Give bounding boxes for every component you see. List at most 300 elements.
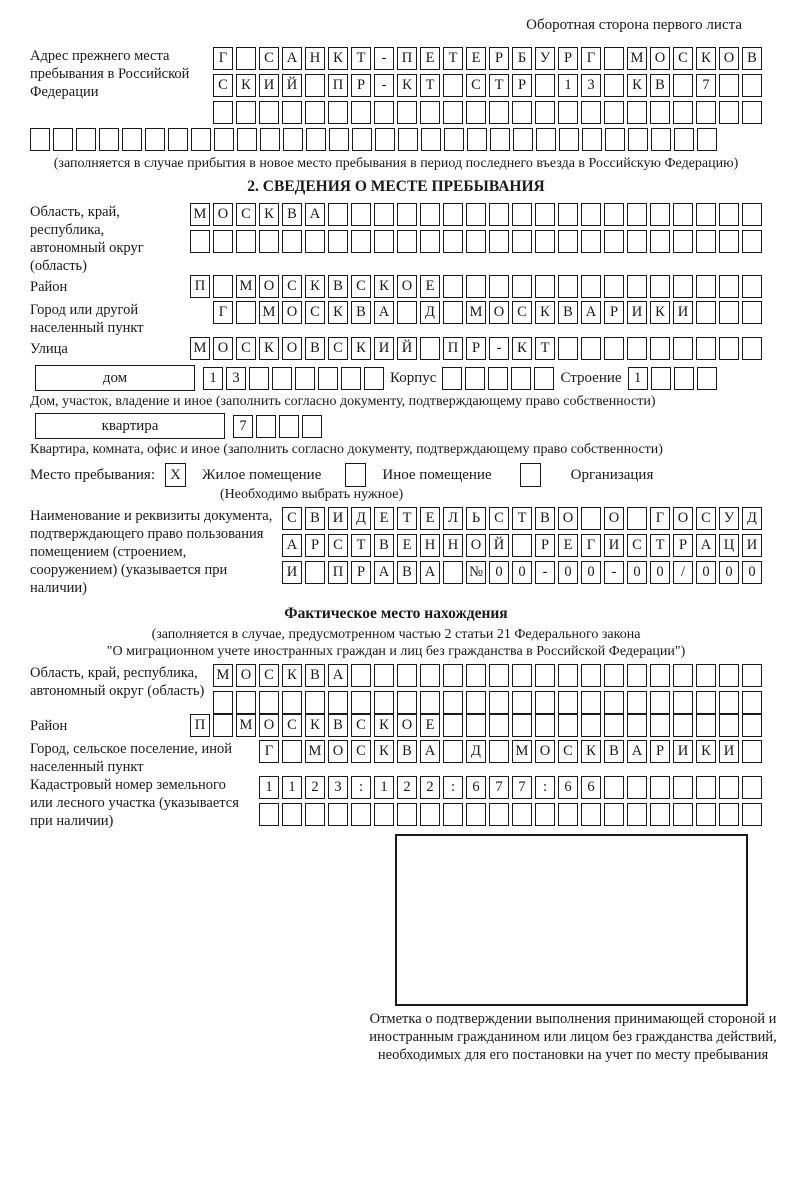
char-box[interactable] [420, 203, 440, 226]
char-box[interactable]: Н [305, 47, 325, 70]
char-box[interactable] [719, 664, 739, 687]
char-box[interactable]: С [558, 740, 578, 763]
char-box[interactable]: В [305, 664, 325, 687]
char-box[interactable]: П [443, 337, 463, 360]
char-box[interactable] [490, 128, 510, 151]
char-box[interactable] [696, 230, 716, 253]
char-box[interactable] [511, 367, 531, 390]
char-box[interactable]: 0 [719, 561, 739, 584]
char-box[interactable]: С [305, 301, 325, 324]
char-box[interactable]: А [627, 740, 647, 763]
char-box[interactable] [329, 128, 349, 151]
char-box[interactable]: М [627, 47, 647, 70]
char-box[interactable]: В [742, 47, 762, 70]
char-box[interactable]: А [374, 561, 394, 584]
char-box[interactable] [443, 714, 463, 737]
char-box[interactable]: В [397, 561, 417, 584]
char-box[interactable] [719, 714, 739, 737]
char-box[interactable]: Т [650, 534, 670, 557]
char-box[interactable]: Г [581, 534, 601, 557]
char-box[interactable] [558, 275, 578, 298]
char-box[interactable]: И [374, 337, 394, 360]
char-box[interactable] [190, 230, 210, 253]
char-box[interactable]: : [351, 776, 371, 799]
char-box[interactable]: И [742, 534, 762, 557]
char-box[interactable] [512, 664, 532, 687]
char-box[interactable] [558, 230, 578, 253]
char-box[interactable] [328, 230, 348, 253]
char-box[interactable] [375, 128, 395, 151]
char-box[interactable] [213, 275, 233, 298]
char-box[interactable]: 3 [226, 367, 246, 390]
char-box[interactable]: И [328, 507, 348, 530]
char-box[interactable] [604, 275, 624, 298]
char-box[interactable] [512, 534, 532, 557]
char-box[interactable] [627, 337, 647, 360]
char-box[interactable] [673, 74, 693, 97]
char-box[interactable]: 6 [558, 776, 578, 799]
char-box[interactable]: И [673, 740, 693, 763]
char-box[interactable]: К [305, 275, 325, 298]
char-box[interactable] [236, 47, 256, 70]
char-box[interactable] [627, 101, 647, 124]
char-box[interactable] [674, 128, 694, 151]
char-box[interactable] [674, 367, 694, 390]
char-box[interactable]: 6 [466, 776, 486, 799]
char-box[interactable] [719, 230, 739, 253]
char-box[interactable] [328, 101, 348, 124]
char-box[interactable]: 2 [397, 776, 417, 799]
char-box[interactable]: И [627, 301, 647, 324]
char-box[interactable]: В [305, 507, 325, 530]
char-box[interactable]: Т [512, 507, 532, 530]
char-box[interactable]: С [259, 664, 279, 687]
char-box[interactable]: Е [420, 714, 440, 737]
char-box[interactable]: М [236, 714, 256, 737]
char-box[interactable] [420, 664, 440, 687]
char-box[interactable] [236, 301, 256, 324]
char-box[interactable] [374, 230, 394, 253]
char-box[interactable]: С [282, 714, 302, 737]
char-box[interactable]: С [213, 74, 233, 97]
char-box[interactable] [466, 714, 486, 737]
char-box[interactable] [650, 275, 670, 298]
char-box[interactable]: К [696, 740, 716, 763]
char-box[interactable] [650, 203, 670, 226]
char-box[interactable] [581, 337, 601, 360]
char-box[interactable] [719, 74, 739, 97]
char-box[interactable] [534, 367, 554, 390]
char-box[interactable]: 1 [558, 74, 578, 97]
char-box[interactable]: Й [397, 337, 417, 360]
char-box[interactable]: К [259, 337, 279, 360]
char-box[interactable] [259, 230, 279, 253]
char-box[interactable]: Г [213, 47, 233, 70]
char-box[interactable] [535, 664, 555, 687]
char-box[interactable] [696, 664, 716, 687]
char-box[interactable] [581, 101, 601, 124]
char-box[interactable] [697, 367, 717, 390]
char-box[interactable]: 0 [650, 561, 670, 584]
char-box[interactable]: Г [650, 507, 670, 530]
char-box[interactable] [651, 128, 671, 151]
char-box[interactable] [465, 367, 485, 390]
char-box[interactable]: Т [397, 507, 417, 530]
char-box[interactable] [305, 561, 325, 584]
char-box[interactable] [259, 691, 279, 714]
char-box[interactable]: Д [742, 507, 762, 530]
char-box[interactable]: О [466, 534, 486, 557]
char-box[interactable] [742, 664, 762, 687]
char-box[interactable]: Р [466, 337, 486, 360]
char-box[interactable]: № [466, 561, 486, 584]
char-box[interactable] [512, 203, 532, 226]
char-box[interactable]: У [719, 507, 739, 530]
char-box[interactable] [650, 337, 670, 360]
char-box[interactable]: К [696, 47, 716, 70]
char-box[interactable] [696, 101, 716, 124]
char-box[interactable] [604, 74, 624, 97]
char-box[interactable]: Г [259, 740, 279, 763]
char-box[interactable]: 1 [628, 367, 648, 390]
char-box[interactable] [742, 275, 762, 298]
char-box[interactable] [627, 691, 647, 714]
char-box[interactable] [305, 74, 325, 97]
char-box[interactable] [650, 664, 670, 687]
char-box[interactable]: П [190, 714, 210, 737]
char-box[interactable] [627, 776, 647, 799]
char-box[interactable] [466, 691, 486, 714]
char-box[interactable]: П [328, 561, 348, 584]
char-box[interactable] [673, 337, 693, 360]
char-box[interactable] [443, 203, 463, 226]
char-box[interactable] [374, 803, 394, 826]
char-box[interactable]: Р [673, 534, 693, 557]
char-box[interactable]: К [351, 337, 371, 360]
char-box[interactable]: С [673, 47, 693, 70]
char-box[interactable]: О [213, 337, 233, 360]
char-box[interactable] [351, 664, 371, 687]
char-box[interactable] [719, 275, 739, 298]
char-box[interactable] [420, 101, 440, 124]
char-box[interactable] [282, 691, 302, 714]
char-box[interactable]: С [328, 337, 348, 360]
char-box[interactable] [558, 714, 578, 737]
char-box[interactable]: А [282, 47, 302, 70]
char-box[interactable] [397, 230, 417, 253]
char-box[interactable]: 1 [203, 367, 223, 390]
char-box[interactable]: Н [443, 534, 463, 557]
char-box[interactable] [696, 275, 716, 298]
char-box[interactable] [650, 714, 670, 737]
char-box[interactable] [306, 128, 326, 151]
char-box[interactable]: К [305, 714, 325, 737]
char-box[interactable] [443, 691, 463, 714]
char-box[interactable]: 0 [696, 561, 716, 584]
char-box[interactable] [122, 128, 142, 151]
char-box[interactable] [352, 128, 372, 151]
char-box[interactable]: 0 [742, 561, 762, 584]
char-box[interactable]: Д [351, 507, 371, 530]
char-box[interactable]: М [213, 664, 233, 687]
char-box[interactable]: М [190, 337, 210, 360]
char-box[interactable] [535, 203, 555, 226]
char-box[interactable]: В [351, 301, 371, 324]
char-box[interactable]: В [650, 74, 670, 97]
char-box[interactable] [328, 803, 348, 826]
char-box[interactable] [581, 714, 601, 737]
char-box[interactable]: О [213, 203, 233, 226]
char-box[interactable]: : [535, 776, 555, 799]
char-box[interactable] [719, 301, 739, 324]
char-box[interactable]: О [397, 714, 417, 737]
char-box[interactable] [512, 714, 532, 737]
char-box[interactable]: К [236, 74, 256, 97]
char-box[interactable] [581, 664, 601, 687]
char-box[interactable]: Р [535, 534, 555, 557]
char-box[interactable]: Н [420, 534, 440, 557]
char-box[interactable]: К [627, 74, 647, 97]
char-box[interactable] [374, 203, 394, 226]
char-box[interactable] [604, 47, 624, 70]
char-box[interactable] [581, 691, 601, 714]
char-box[interactable] [489, 664, 509, 687]
char-box[interactable]: Е [558, 534, 578, 557]
char-box[interactable] [627, 714, 647, 737]
char-box[interactable]: - [535, 561, 555, 584]
char-box[interactable]: О [259, 714, 279, 737]
char-box[interactable] [627, 275, 647, 298]
char-box[interactable]: 7 [696, 74, 716, 97]
char-box[interactable]: О [236, 664, 256, 687]
char-box[interactable] [351, 691, 371, 714]
char-box[interactable] [742, 74, 762, 97]
char-box[interactable]: О [282, 337, 302, 360]
char-box[interactable] [191, 128, 211, 151]
char-box[interactable] [466, 101, 486, 124]
char-box[interactable]: А [374, 301, 394, 324]
char-box[interactable] [513, 128, 533, 151]
char-box[interactable]: Р [489, 47, 509, 70]
char-box[interactable] [466, 203, 486, 226]
char-box[interactable]: О [650, 47, 670, 70]
char-box[interactable] [604, 664, 624, 687]
char-box[interactable] [279, 415, 299, 438]
char-box[interactable]: А [328, 664, 348, 687]
char-box[interactable] [673, 664, 693, 687]
char-box[interactable] [512, 803, 532, 826]
char-box[interactable] [558, 803, 578, 826]
char-box[interactable]: Б [512, 47, 532, 70]
char-box[interactable] [443, 230, 463, 253]
char-box[interactable] [397, 664, 417, 687]
char-box[interactable]: А [420, 561, 440, 584]
char-box[interactable] [168, 128, 188, 151]
char-box[interactable] [259, 803, 279, 826]
char-box[interactable] [420, 803, 440, 826]
char-box[interactable]: Й [282, 74, 302, 97]
char-box[interactable]: Т [420, 74, 440, 97]
char-box[interactable]: Т [443, 47, 463, 70]
char-box[interactable]: 2 [305, 776, 325, 799]
char-box[interactable] [489, 101, 509, 124]
char-box[interactable]: В [604, 740, 624, 763]
char-box[interactable] [742, 803, 762, 826]
char-box[interactable]: Ь [466, 507, 486, 530]
char-box[interactable]: С [696, 507, 716, 530]
char-box[interactable] [443, 275, 463, 298]
char-box[interactable]: Р [351, 561, 371, 584]
char-box[interactable]: Е [374, 507, 394, 530]
char-box[interactable] [696, 301, 716, 324]
char-box[interactable] [536, 128, 556, 151]
char-box[interactable] [213, 101, 233, 124]
char-box[interactable] [283, 128, 303, 151]
char-box[interactable] [397, 203, 417, 226]
char-box[interactable] [213, 714, 233, 737]
char-box[interactable] [696, 691, 716, 714]
char-box[interactable] [442, 367, 462, 390]
char-box[interactable] [673, 203, 693, 226]
char-box[interactable] [443, 101, 463, 124]
char-box[interactable]: Е [420, 507, 440, 530]
char-box[interactable]: С [351, 275, 371, 298]
checkbox-other-premises[interactable] [345, 463, 366, 487]
char-box[interactable]: С [489, 507, 509, 530]
char-box[interactable] [305, 230, 325, 253]
char-box[interactable]: К [328, 47, 348, 70]
char-box[interactable] [489, 203, 509, 226]
char-box[interactable]: 0 [558, 561, 578, 584]
char-box[interactable]: Е [397, 534, 417, 557]
char-box[interactable] [351, 230, 371, 253]
char-box[interactable]: И [282, 561, 302, 584]
char-box[interactable]: Е [466, 47, 486, 70]
char-box[interactable]: С [351, 740, 371, 763]
char-box[interactable] [236, 691, 256, 714]
char-box[interactable]: 1 [374, 776, 394, 799]
char-box[interactable]: Р [512, 74, 532, 97]
char-box[interactable] [489, 275, 509, 298]
char-box[interactable]: К [374, 275, 394, 298]
char-box[interactable] [719, 776, 739, 799]
char-box[interactable]: 3 [328, 776, 348, 799]
char-box[interactable] [259, 101, 279, 124]
char-box[interactable]: Д [420, 301, 440, 324]
char-box[interactable] [249, 367, 269, 390]
char-box[interactable] [605, 128, 625, 151]
char-box[interactable] [466, 230, 486, 253]
char-box[interactable] [696, 776, 716, 799]
char-box[interactable] [489, 803, 509, 826]
char-box[interactable]: М [236, 275, 256, 298]
char-box[interactable] [582, 128, 602, 151]
char-box[interactable]: В [328, 714, 348, 737]
char-box[interactable] [374, 664, 394, 687]
char-box[interactable] [512, 691, 532, 714]
char-box[interactable]: К [397, 74, 417, 97]
char-box[interactable] [443, 664, 463, 687]
char-box[interactable] [397, 101, 417, 124]
char-box[interactable]: М [305, 740, 325, 763]
char-box[interactable] [650, 776, 670, 799]
char-box[interactable] [489, 740, 509, 763]
char-box[interactable] [214, 128, 234, 151]
char-box[interactable]: Р [351, 74, 371, 97]
char-box[interactable] [30, 128, 50, 151]
char-box[interactable] [489, 230, 509, 253]
char-box[interactable] [581, 275, 601, 298]
char-box[interactable]: К [650, 301, 670, 324]
char-box[interactable] [397, 301, 417, 324]
char-box[interactable]: 7 [489, 776, 509, 799]
char-box[interactable]: С [466, 74, 486, 97]
char-box[interactable]: К [282, 664, 302, 687]
char-box[interactable] [351, 203, 371, 226]
char-box[interactable]: 1 [282, 776, 302, 799]
char-box[interactable]: О [259, 275, 279, 298]
char-box[interactable] [305, 691, 325, 714]
char-box[interactable] [650, 803, 670, 826]
char-box[interactable]: А [282, 534, 302, 557]
char-box[interactable]: И [673, 301, 693, 324]
char-box[interactable] [719, 337, 739, 360]
char-box[interactable]: С [259, 47, 279, 70]
char-box[interactable] [272, 367, 292, 390]
char-box[interactable] [488, 367, 508, 390]
char-box[interactable]: Д [466, 740, 486, 763]
char-box[interactable] [627, 803, 647, 826]
char-box[interactable] [535, 691, 555, 714]
char-box[interactable] [673, 101, 693, 124]
char-box[interactable]: А [696, 534, 716, 557]
char-box[interactable]: К [535, 301, 555, 324]
char-box[interactable] [535, 275, 555, 298]
char-box[interactable] [650, 101, 670, 124]
char-box[interactable] [673, 714, 693, 737]
char-box[interactable] [651, 367, 671, 390]
char-box[interactable]: Ц [719, 534, 739, 557]
char-box[interactable] [374, 691, 394, 714]
char-box[interactable]: Т [351, 534, 371, 557]
char-box[interactable] [282, 101, 302, 124]
char-box[interactable] [535, 74, 555, 97]
char-box[interactable] [742, 740, 762, 763]
char-box[interactable] [420, 337, 440, 360]
char-box[interactable]: Р [604, 301, 624, 324]
char-box[interactable] [696, 203, 716, 226]
char-box[interactable] [558, 664, 578, 687]
char-box[interactable]: 0 [581, 561, 601, 584]
apartment-type-box[interactable]: квартира [35, 413, 225, 439]
char-box[interactable] [581, 203, 601, 226]
char-box[interactable]: П [397, 47, 417, 70]
char-box[interactable]: Е [420, 47, 440, 70]
char-box[interactable]: - [374, 74, 394, 97]
char-box[interactable] [328, 203, 348, 226]
char-box[interactable]: К [374, 714, 394, 737]
char-box[interactable]: О [673, 507, 693, 530]
char-box[interactable]: О [328, 740, 348, 763]
char-box[interactable]: В [535, 507, 555, 530]
char-box[interactable]: С [282, 275, 302, 298]
char-box[interactable] [444, 128, 464, 151]
char-box[interactable] [604, 776, 624, 799]
char-box[interactable] [443, 301, 463, 324]
char-box[interactable]: И [259, 74, 279, 97]
char-box[interactable]: С [328, 534, 348, 557]
char-box[interactable]: В [305, 337, 325, 360]
